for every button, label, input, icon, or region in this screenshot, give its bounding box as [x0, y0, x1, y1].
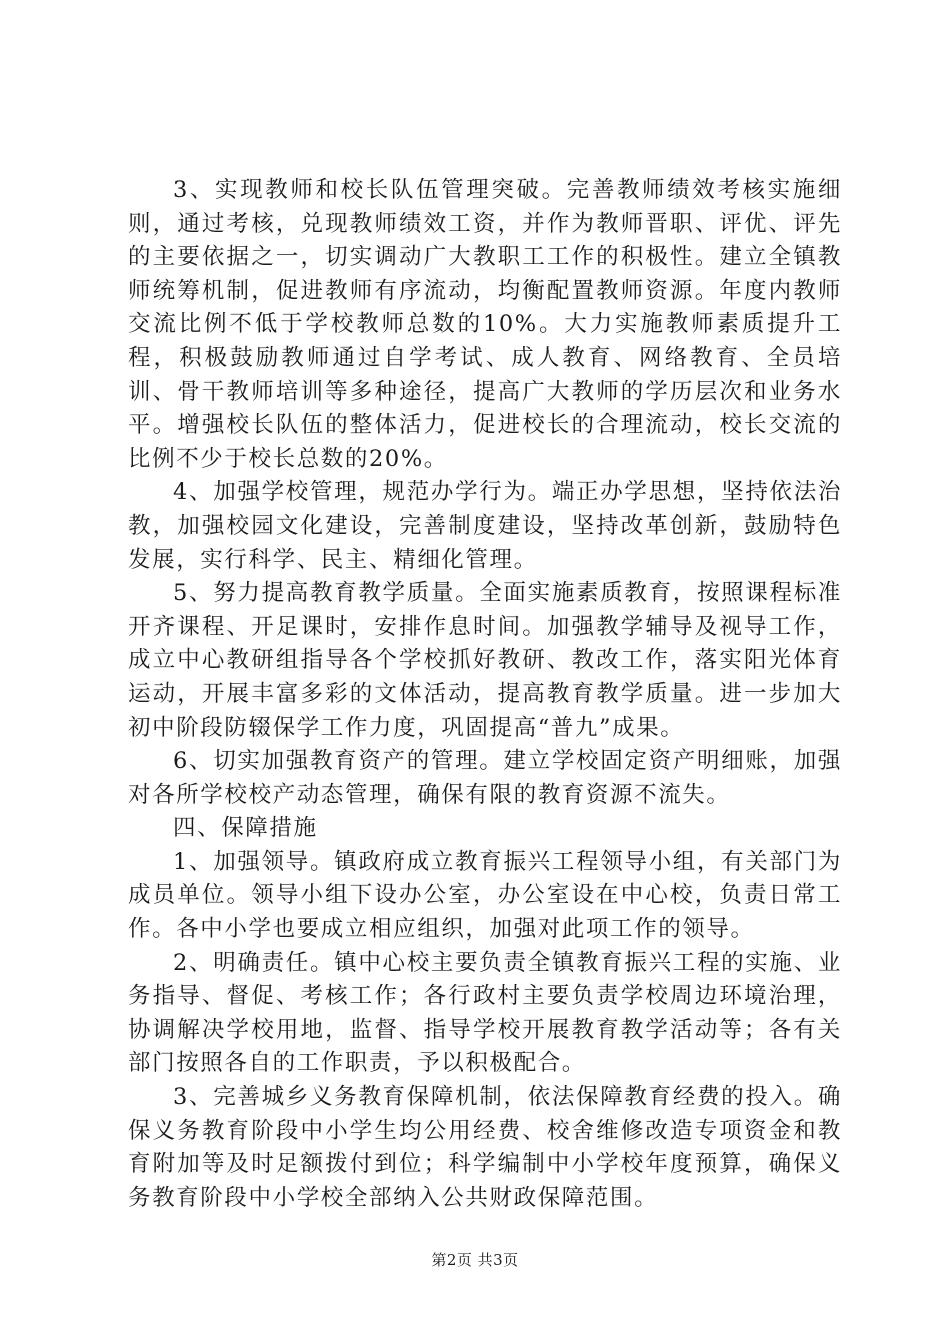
paragraph-teaching-quality: 5、努力提高教育教学质量。全面实施素质教育，按照课程标准开齐课程、开足课时，安排作息时间。加强教学辅导及视导工作，成立中心教研组指导各个学校抓好教研、教改工作，落实阳光体育运动，开展丰富多彩的文体活动，提高教育教学质量。进一步加大初中阶段防辍保学工作力度，巩固提高“普九”成果。: [128, 580, 842, 741]
page-number-footer: 第2页 共3页: [431, 1251, 519, 1269]
section-heading-safeguards: 四、保障措施: [173, 815, 318, 842]
paragraph-school-management: 4、加强学校管理，规范办学行为。端正办学思想，坚持依法治教，加强校园文化建设，完善制度建设，坚持改革创新，鼓励特色发展，实行科学、民主、精细化管理。: [128, 479, 842, 573]
paragraph-funding-mechanism: 3、完善城乡义务教育保障机制，依法保障教育经费的投入。确保义务教育阶段中小学生均公用经费、校舍维修改造专项资金和教育附加等及时足额拨付到位；科学编制中小学校年度预算，确保义务教育阶段中小学校全部纳入公共财政保障范围。: [128, 1084, 842, 1211]
paragraph-teacher-principal-management: 3、实现教师和校长队伍管理突破。完善教师绩效考核实施细则，通过考核，兑现教师绩效工资，并作为教师晋职、评优、评先的主要依据之一，切实调动广大教职工工作的积极性。建立全镇教师统筹机制，促进教师有序流动，均衡配置教师资源。年度内教师交流比例不低于学校教师总数的10%。大力实施教师素质提升工程，积极鼓励教师通过自学考试、成人教育、网络教育、全员培训、骨干教师培训等多种途径，提高广大教师的学历层次和业务水平。增强校长队伍的整体活力，促进校长的合理流动，校长交流的比例不少于校长总数的20%。: [128, 177, 842, 472]
paragraph-responsibilities: 2、明确责任。镇中心校主要负责全镇教育振兴工程的实施、业务指导、督促、考核工作；各行政村主要负责学校周边环境治理，协调解决学校用地，监督、指导学校开展教育教学活动等；各有关部门按照各自的工作职责，予以积极配合。: [128, 949, 842, 1077]
document-body: [128, 174, 842, 1215]
paragraph-leadership: 1、加强领导。镇政府成立教育振兴工程领导小组，有关部门为成员单位。领导小组下设办公室，办公室设在中心校，负责日常工作。各中小学也要成立相应组织，加强对此项工作的领导。: [128, 848, 842, 943]
paragraph-education-assets: 6、切实加强教育资产的管理。建立学校固定资产明细账，加强对各所学校校产动态管理，确保有限的教育资源不流失。: [128, 748, 842, 808]
